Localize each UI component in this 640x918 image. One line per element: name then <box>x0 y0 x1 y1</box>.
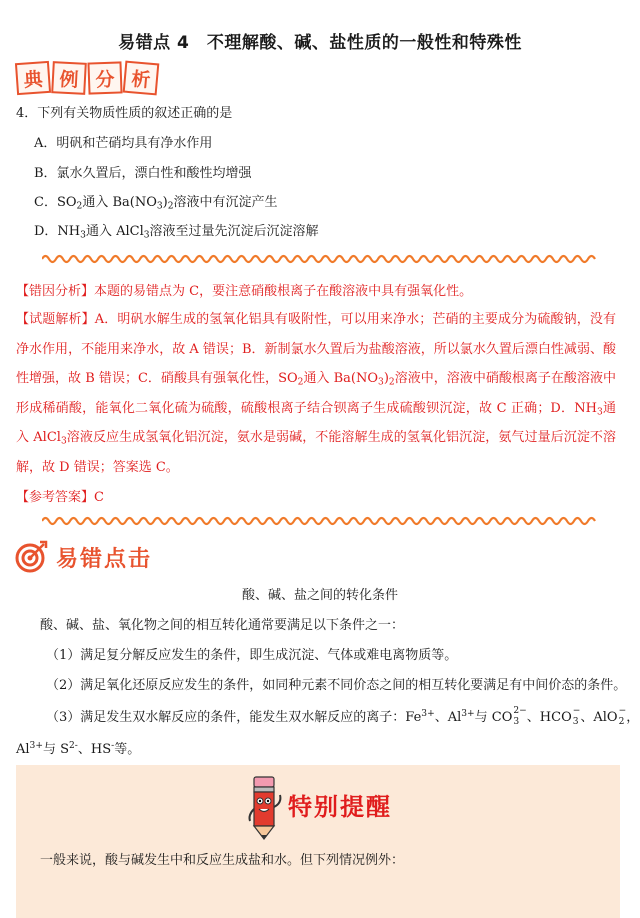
error-analysis-label: 【错因分析】 <box>16 284 95 299</box>
option-b: B．氯水久置后，漂白性和酸性均增强 <box>34 166 252 181</box>
condition-3-cont: $Al^{3+}$与 $S^{2-}$、HS-等。 <box>16 741 141 757</box>
option-c: C．$SO_2$通入 $Ba(NO_3)_2$溶液中有沉淀产生 <box>34 195 278 212</box>
condition-3: （3）满足发生双水解反应的条件，能发生双水解反应的离子：$Fe^{3+}$、$Al^{3+}$与 CO 2− 3 、HCO − 3 、AlO − 2 ， <box>46 706 640 728</box>
target-icon <box>14 540 48 574</box>
special-reminder-box <box>16 765 620 918</box>
error-tips-title: 易错点击 <box>56 546 153 572</box>
explanation-label: 【试题解析】 <box>16 312 95 327</box>
banner-char: 分 <box>87 61 122 94</box>
answer-value: C <box>94 490 104 505</box>
answer-label: 【参考答案】 <box>16 490 95 505</box>
banner-char: 例 <box>51 61 87 95</box>
wave-divider <box>42 253 598 265</box>
special-reminder-text: 一般来说，酸与碱发生中和反应生成盐和水。但下列情况例外： <box>40 853 405 868</box>
question-stem: 4．下列有关物质性质的叙述正确的是 <box>16 106 233 121</box>
banner-char: 典 <box>15 61 51 95</box>
condition-1: （1）满足复分解反应发生的条件，即生成沉淀、气体或难电离物质等。 <box>46 648 458 663</box>
example-analysis-banner <box>16 62 158 94</box>
error-tips-banner <box>14 540 152 574</box>
page-title: 易错点 4 不理解酸、碱、盐性质的一般性和特殊性 <box>118 33 522 53</box>
error-analysis-text: 本题的易错点为 C，要注意硝酸根离子在酸溶液中具有强氧化性。 <box>94 284 473 299</box>
special-reminder-title: 特别提醒 <box>288 793 392 821</box>
error-analysis <box>16 280 472 299</box>
wave-divider <box>42 515 598 527</box>
section-heading: 酸、碱、盐之间的转化条件 <box>241 588 398 603</box>
reference-answer <box>16 486 104 505</box>
condition-2: （2）满足氧化还原反应发生的条件，如同种元素不同价态之间的相互转化要满足有中间价态的条件。 <box>46 678 627 693</box>
section-intro: 酸、碱、盐、氧化物之间的相互转化通常要满足以下条件之一： <box>40 618 405 633</box>
explanation-paragraph: 【试题解析】A．明矾水解生成的氢氧化铝具有吸附性，可以用来净水；芒硝的主要成分为硫酸钠，没有净水作用，不能用来净水，故 A 错误；B．新制氯水久置后为盐酸溶液，所以氯水久置后漂白性减弱、酸性增强，故 B 错误；C．硝酸具有强氧化性，$SO_2$通入 $Ba(NO_3)_2$溶液中，溶液中硝酸根离子在酸溶液中形成稀硝酸，能氧化二氧化硫为硫酸，硫酸根离子结合钡离子生成硫酸钡沉淀，故 C 正确；D．$NH_3$通入 AlCl$_3$溶液反应生成氢氧化铝沉淀，氨水是弱碱，不能溶解生成的氢氧化铝沉淀，氨气过量后沉淀不溶解，故 D 错误；答案选 C。 <box>16 312 616 475</box>
option-a: A．明矾和芒硝均具有净水作用 <box>34 136 213 151</box>
pencil-mascot-icon <box>244 773 286 843</box>
option-d: D．$NH_3$通入 AlCl$_3$溶液至过量先沉淀后沉淀溶解 <box>34 224 319 241</box>
banner-char: 析 <box>123 61 160 96</box>
